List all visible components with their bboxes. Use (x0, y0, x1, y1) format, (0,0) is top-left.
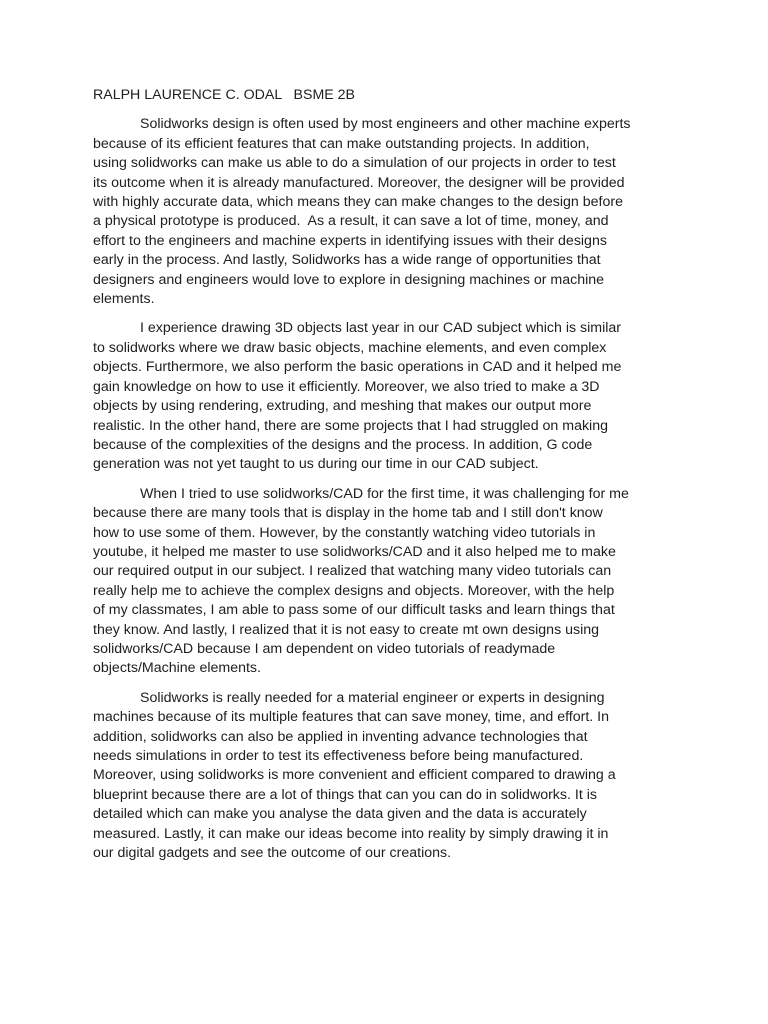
text-line: measured. Lastly, it can make our ideas become into reality by simply drawing it in (93, 825, 609, 842)
text-line: Moreover, using solidworks is more convenient and efficient compared to drawing a (93, 767, 616, 784)
document-body (93, 86, 679, 873)
text-line: because of the complexities of the designs and the process. In addition, G code (93, 436, 593, 453)
text-line: I experience drawing 3D objects last year in our CAD subject which is similar (140, 320, 621, 337)
paragraph-1 (93, 115, 679, 309)
text-line: When I tried to use solidworks/CAD for the first time, it was challenging for me (140, 485, 629, 502)
text-line: designers and engineers would love to explore in designing machines or machine (93, 271, 605, 288)
text-line: machines because of its multiple features that can save money, time, and effort. In (93, 709, 610, 726)
text-line: effort to the engineers and machine experts in identifying issues with their designs (93, 232, 607, 249)
text-line: really help me to achieve the complex designs and objects. Moreover, with the help (93, 582, 615, 599)
text-line: gain knowledge on how to use it efficiently. Moreover, we also tried to make a 3D (93, 378, 600, 395)
text-line: of my classmates, I am able to pass some of our difficult tasks and learn things that (93, 602, 615, 619)
text-line: a physical prototype is produced. As a result, it can save a lot of time, money, and (93, 213, 609, 230)
text-line: because of its efficient features that can make outstanding projects. In addition, (93, 135, 590, 152)
text-line: blueprint because there are a lot of things that can you can do in solidworks. It is (93, 786, 597, 803)
text-line: our required output in our subject. I realized that watching many video tutorials can (93, 563, 612, 580)
text-line: generation was not yet taught to us during our time in our CAD subject. (93, 456, 539, 473)
text-line: Solidworks design is often used by most engineers and other machine experts (140, 116, 631, 133)
text-line: how to use some of them. However, by the constantly watching video tutorials in (93, 524, 596, 541)
text-line: solidworks/CAD because I am dependent on video tutorials of readymade (93, 640, 556, 657)
text-line: elements. (93, 291, 155, 308)
text-line: objects/Machine elements. (93, 660, 261, 677)
text-line: youtube, it helped me master to use solidworks/CAD and it also helped me to make (93, 543, 616, 560)
paragraph-4 (93, 689, 679, 864)
text-line: because there are many tools that is display in the home tab and I still don't know (93, 505, 603, 522)
paragraph-2 (93, 319, 679, 474)
text-line: needs simulations in order to test its effectiveness before being manufactured. (93, 748, 584, 764)
text-line: to solidworks where we draw basic objects, machine elements, and even complex (93, 339, 607, 356)
text-line: realistic. In the other hand, there are some projects that I had struggled on making (93, 417, 608, 434)
text-line: our digital gadgets and see the outcome of our creations. (93, 845, 452, 862)
text-line: objects. Furthermore, we also perform the basic operations in CAD and it helped me (93, 359, 622, 376)
text-line: objects by using rendering, extruding, and meshing that makes our output more (93, 398, 592, 415)
text-line: early in the process. And lastly, Solidworks has a wide range of opportunities that (93, 252, 601, 269)
text-line: addition, solidworks can also be applied in inventing advance technologies that (93, 728, 588, 745)
text-line: with highly accurate data, which means they can make changes to the design before (93, 194, 623, 211)
text-line: detailed which can make you analyse the data given and the data is accurately (93, 806, 587, 823)
text-line: using solidworks can make us able to do a simulation of our projects in order to test (93, 155, 616, 172)
text-line: they know. And lastly, I realized that it is not easy to create mt own designs using (93, 621, 600, 638)
text-line: its outcome when it is already manufactured. Moreover, the designer will be provided (93, 174, 625, 191)
text-line: Solidworks is really needed for a material engineer or experts in designing (140, 689, 605, 706)
paragraph-3 (93, 485, 679, 679)
author-header: RALPH LAURENCE C. ODAL BSME 2B (93, 87, 356, 103)
